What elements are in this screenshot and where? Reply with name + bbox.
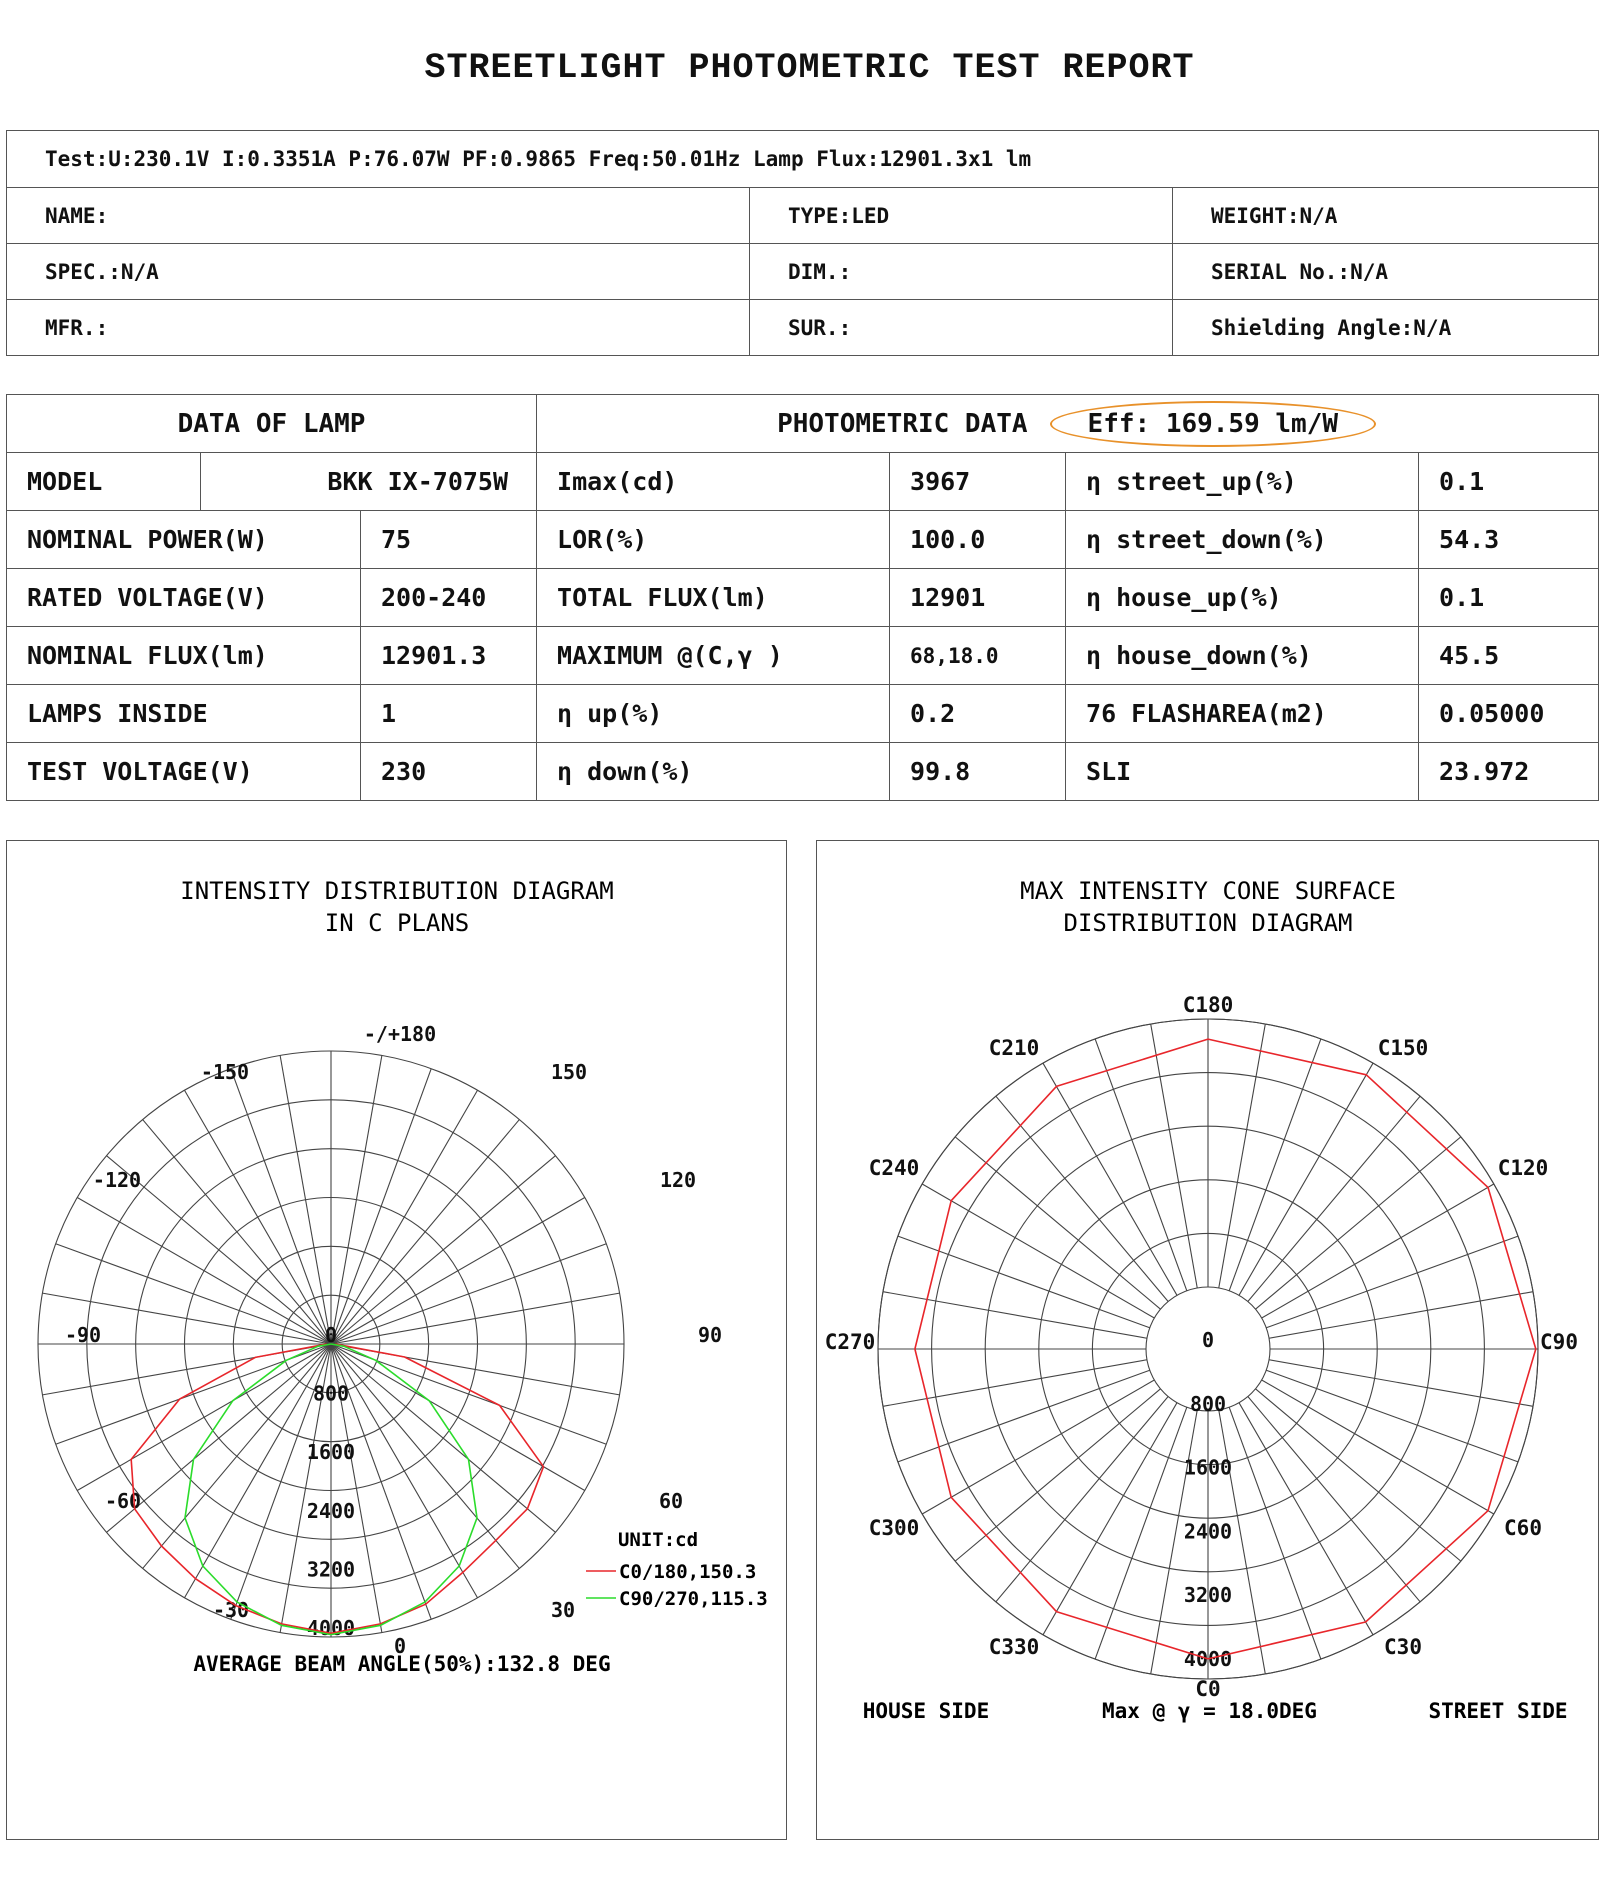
photo-label: Imax(cd) — [537, 453, 890, 511]
angle-label: 150 — [550, 1060, 588, 1084]
ring-label: 0 — [1201, 1328, 1215, 1352]
eta-value: 0.05000 — [1419, 685, 1599, 743]
grid-spoke — [898, 1370, 1150, 1462]
report-title: STREETLIGHT PHOTOMETRIC TEST REPORT — [424, 48, 1195, 88]
street-side-label: STREET SIDE — [1428, 1699, 1568, 1723]
grid-spoke — [996, 1396, 1168, 1601]
photo-value: 12901 — [890, 569, 1066, 627]
lamp-label: NOMINAL FLUX(lm) — [7, 627, 361, 685]
max-gamma-text: Max @ γ = 18.0DEG — [1102, 1699, 1317, 1723]
grid-spoke — [1248, 1396, 1420, 1601]
lamp-value: 200-240 — [361, 569, 537, 627]
mfr-field: MFR.: — [7, 300, 750, 356]
ring-label: 2400 — [306, 1498, 356, 1523]
eta-value: 23.972 — [1419, 743, 1599, 801]
angle-label: 30 — [550, 1598, 576, 1622]
lamp-label: NOMINAL POWER(W) — [7, 511, 361, 569]
legend-c0-label: C0/180,150.3 — [619, 1561, 757, 1583]
test-conditions: Test:U:230.1V I:0.3351A P:76.07W PF:0.9865 Freq:50.01Hz Lamp Flux:12901.3x1 lm — [7, 131, 1599, 188]
cone-polar-chart — [817, 841, 1598, 1839]
grid-spoke — [1151, 1024, 1198, 1288]
grid-spoke — [1255, 1389, 1460, 1561]
ring-label: 2400 — [1183, 1519, 1233, 1544]
name-field: NAME: — [7, 188, 750, 244]
chart-title-line1: INTENSITY DISTRIBUTION DIAGRAM — [180, 877, 614, 905]
lamp-value: BKK IX-7075W — [201, 453, 537, 511]
photo-label: η down(%) — [537, 743, 890, 801]
sur-field: SUR.: — [750, 300, 1173, 356]
c-label: C60 — [1504, 1516, 1542, 1540]
c-label: C180 — [1182, 993, 1234, 1017]
info-table — [6, 130, 1599, 356]
angle-label: -30 — [212, 1598, 250, 1622]
eta-label: 76 FLASHAREA(m2) — [1066, 685, 1419, 743]
grid-spoke — [1255, 1137, 1460, 1309]
c-label: C150 — [1377, 1036, 1429, 1060]
grid-spoke — [1269, 1360, 1533, 1407]
photo-label: MAXIMUM @(C,γ ) — [537, 627, 890, 685]
photo-value: 99.8 — [890, 743, 1066, 801]
unit-label: UNIT:cd — [617, 1529, 699, 1551]
photo-value: 0.2 — [890, 685, 1066, 743]
angle-label: -150 — [200, 1060, 250, 1084]
c-label: C0 — [1195, 1677, 1221, 1701]
lamp-label: RATED VOLTAGE(V) — [7, 569, 361, 627]
lamp-label: TEST VOLTAGE(V) — [7, 743, 361, 801]
eta-label: η street_up(%) — [1066, 453, 1419, 511]
grid-spoke — [1266, 1370, 1518, 1462]
legend-c90-label: C90/270,115.3 — [619, 1588, 768, 1610]
grid-spoke — [1229, 1039, 1321, 1291]
ring-label: 800 — [312, 1381, 350, 1406]
dim-field: DIM.: — [750, 244, 1173, 300]
c-label: C300 — [868, 1516, 920, 1540]
photo-value: 68,18.0 — [890, 627, 1066, 685]
photo-value: 3967 — [890, 453, 1066, 511]
table-row — [7, 627, 1599, 685]
ring-label: 0 — [324, 1323, 338, 1347]
eta-value: 0.1 — [1419, 453, 1599, 511]
ring-label: 3200 — [1183, 1583, 1233, 1608]
c-label: C210 — [988, 1036, 1040, 1060]
weight-field: WEIGHT:N/A — [1173, 188, 1599, 244]
lamp-value: 230 — [361, 743, 537, 801]
lamp-value: 75 — [361, 511, 537, 569]
grid-spoke — [231, 1069, 331, 1344]
grid-spoke — [1219, 1024, 1266, 1288]
eta-label: SLI — [1066, 743, 1419, 801]
house-side-label: HOUSE SIDE — [862, 1699, 990, 1723]
c-label: C240 — [868, 1156, 920, 1180]
table-row — [7, 453, 1599, 511]
grid-spoke — [1269, 1292, 1533, 1339]
grid-spoke — [331, 1069, 431, 1344]
grid-spoke — [1229, 1407, 1321, 1659]
angle-label: -120 — [92, 1168, 142, 1192]
photometric-title: PHOTOMETRIC DATA — [777, 408, 1028, 439]
table-row — [7, 511, 1599, 569]
chart-title-line1: MAX INTENSITY CONE SURFACE — [1020, 877, 1396, 905]
photo-label: TOTAL FLUX(lm) — [537, 569, 890, 627]
eta-label: η street_down(%) — [1066, 511, 1419, 569]
grid-spoke — [996, 1096, 1168, 1301]
table-row — [7, 743, 1599, 801]
angle-label: -90 — [64, 1323, 102, 1347]
lamp-value: 1 — [361, 685, 537, 743]
angle-label: 120 — [659, 1168, 697, 1192]
grid-spoke — [1095, 1407, 1187, 1659]
photo-value: 100.0 — [890, 511, 1066, 569]
intensity-distribution-panel — [6, 840, 787, 1840]
type-field: TYPE:LED — [750, 188, 1173, 244]
serial-field: SERIAL No.:N/A — [1173, 244, 1599, 300]
data-of-lamp-header: DATA OF LAMP — [7, 395, 537, 453]
ring-label: 1600 — [1183, 1455, 1233, 1480]
c-label: C270 — [824, 1330, 876, 1354]
photo-label: η up(%) — [537, 685, 890, 743]
lamp-label: LAMPS INSIDE — [7, 685, 361, 743]
intensity-polar-chart — [7, 841, 786, 1839]
grid-spoke — [898, 1236, 1150, 1328]
angle-label: -60 — [104, 1489, 142, 1513]
table-row — [7, 685, 1599, 743]
grid-spoke — [1266, 1236, 1518, 1328]
angle-label: 0 — [393, 1634, 407, 1658]
ring-label: 800 — [1189, 1391, 1227, 1416]
lamp-value: 12901.3 — [361, 627, 537, 685]
lamp-label: MODEL — [7, 453, 201, 511]
ring-label: 1600 — [306, 1440, 356, 1465]
eta-label: η house_up(%) — [1066, 569, 1419, 627]
c-label: C30 — [1384, 1635, 1422, 1659]
grid-spoke — [1095, 1039, 1187, 1291]
eta-value: 54.3 — [1419, 511, 1599, 569]
photo-label: LOR(%) — [537, 511, 890, 569]
angle-label: 60 — [658, 1489, 684, 1513]
photometric-header — [537, 395, 1599, 453]
lamp-data-table — [6, 394, 1599, 801]
c-label: C90 — [1540, 1330, 1578, 1354]
grid-spoke — [331, 1244, 606, 1344]
beam-angle-text: AVERAGE BEAM ANGLE(50%):132.8 DEG — [193, 1652, 611, 1676]
ring-label: 3200 — [306, 1557, 356, 1582]
spec-field: SPEC.:N/A — [7, 244, 750, 300]
table-row — [7, 569, 1599, 627]
ring-label: 4000 — [306, 1616, 356, 1640]
ring-label: 4000 — [1183, 1647, 1233, 1671]
angle-label: 90 — [697, 1323, 723, 1347]
angle-label: -/+180 — [363, 1022, 437, 1046]
c-label: C330 — [988, 1635, 1040, 1659]
eta-label: η house_down(%) — [1066, 627, 1419, 685]
chart-title-line2: IN C PLANS — [324, 909, 470, 937]
chart-title-line2: DISTRIBUTION DIAGRAM — [1063, 909, 1353, 937]
c-label: C120 — [1497, 1156, 1549, 1180]
shielding-field: Shielding Angle:N/A — [1173, 300, 1599, 356]
eta-value: 0.1 — [1419, 569, 1599, 627]
grid-spoke — [1248, 1096, 1420, 1301]
eta-value: 45.5 — [1419, 627, 1599, 685]
efficacy-badge: Eff: 169.59 lm/W — [1050, 401, 1376, 447]
cone-distribution-panel — [816, 840, 1599, 1840]
